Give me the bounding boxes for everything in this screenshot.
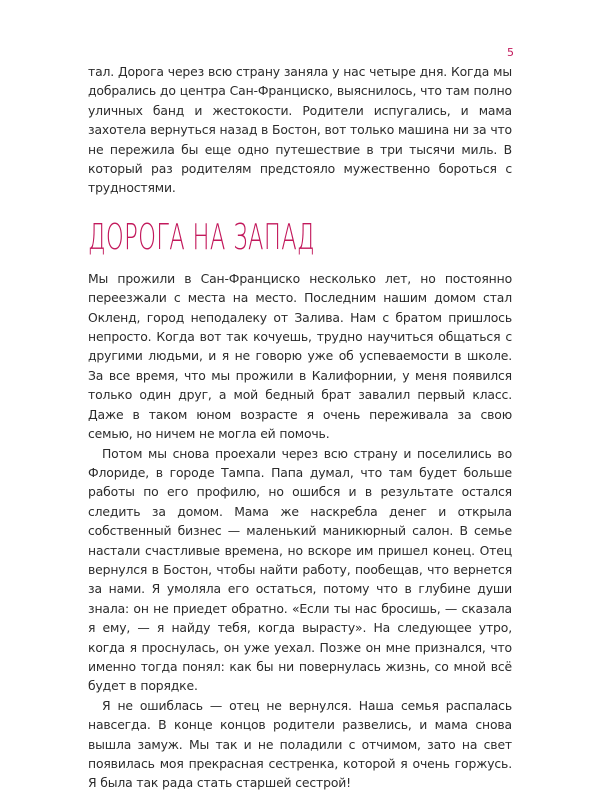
intro-paragraph: тал. Дорога через всю страну заняла у нас четыре дня. Когда мы добрались до центра Сан-Франциско, выяснилось, что там полно уличных банд и жестокости. Родители испугались, и мама захотела вернуться назад в Бостон, вот только машина ни за что не пережила бы еще одно путешествие в три тысячи миль. В который раз родителям предстояло мужественно бороться с трудностями. [88, 64, 512, 196]
body-paragraph-3: Я не ошиблась — отец не вернулся. Наша семья распалась навсегда. В конце концов родители развелись, и мама снова вышла замуж. Мы так и не поладили с отчимом, зато на свет появилась моя прекрасная сестренка, которой я очень горжусь. Я была так рада стать старшей сестрой! [88, 697, 512, 791]
body-paragraph-2: Потом мы снова проехали через всю страну и поселились во Флориде, в городе Тампа. Папа думал, что там будет больше работы по его профилю, но ошибся и в результате остался следить за домом. Мама же наскребла денег и открыла собственный бизнес — маленький маникюрный салон. В семье настали счастливые времена, но вскоре им пришел конец. Отец вернулся в Бостон, чтобы найти работу, пообещав, что вернется за нами. Я умоляла его остаться, потому что в глубине души знала: он не приедет обратно. «Если ты нас бросишь, — сказала я ему, — я найду тебя, когда вырасту». На следующее утро, когда я проснулась, он уже уехал. Позже он мне признался, что именно тогда понял: как бы ни повернулась жизнь, со мной всё будет в порядке. [88, 445, 512, 694]
page-body [88, 62, 512, 793]
page-number: 5 [507, 46, 514, 59]
body-paragraph-1: Мы прожили в Сан-Франциско несколько лет, но постоянно переезжали с места на место. Последним нашим домом стал Окленд, город неподалеку от Залива. Нам с братом пришлось непросто. Когда вот так кочуешь, трудно научиться общаться с другими людьми, и я не говорю уже об успеваемости в школе. За все время, что мы прожили в Калифорнии, у меня появился только один друг, а мой бедный брат завалил первый класс. Даже в таком юном возрасте я очень переживала за свою семью, но ничем не могла ей помочь. [88, 270, 512, 442]
section-heading: ДОРОГА НА ЗАПАД [88, 216, 315, 258]
